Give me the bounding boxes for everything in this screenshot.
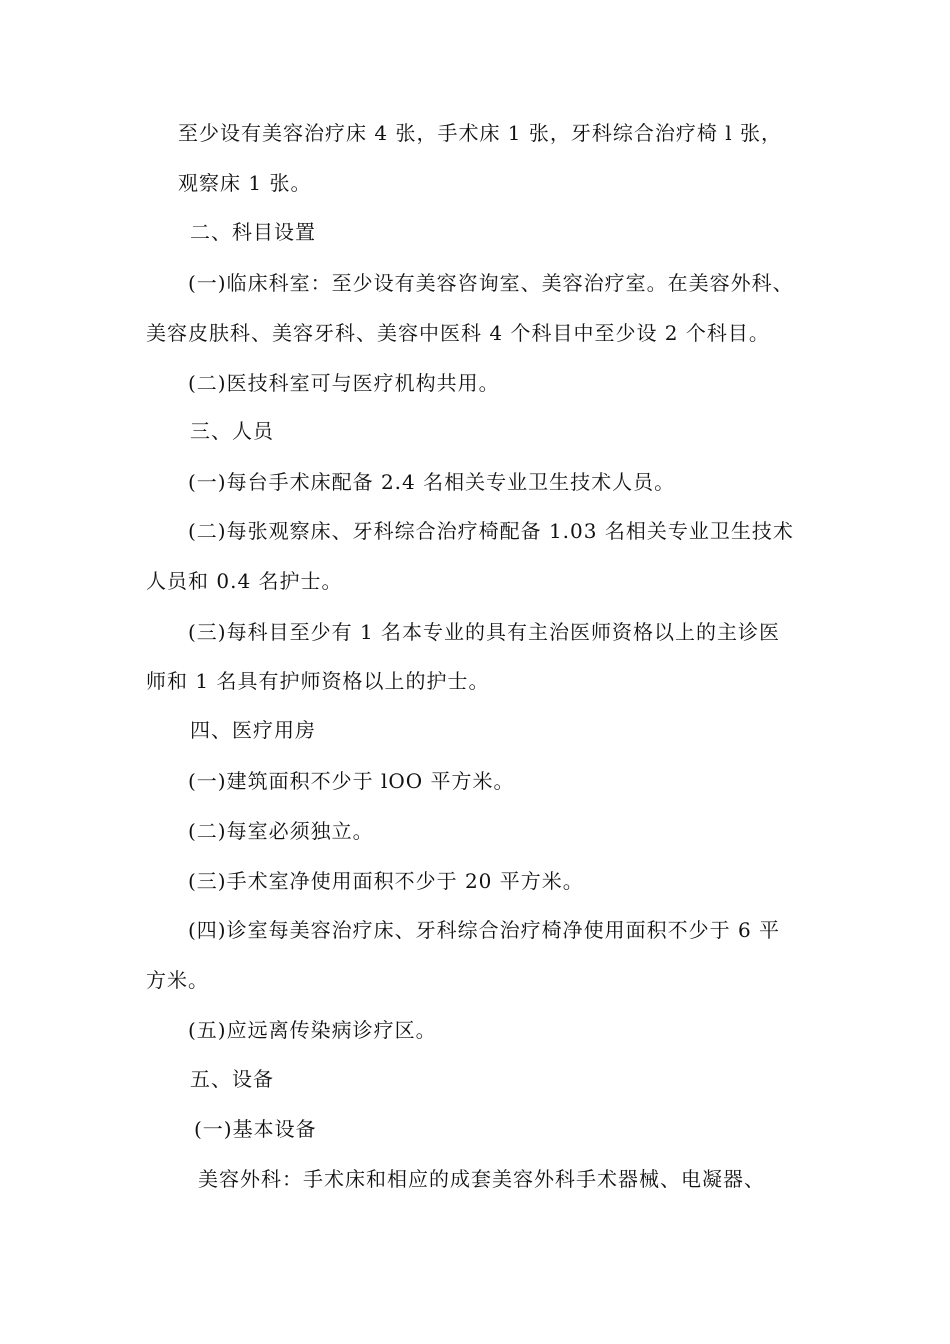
section-heading-2: 二、科目设置 [190, 220, 316, 244]
paragraph-line-11: (一)建筑面积不少于 lOO 平方米。 [188, 769, 515, 793]
paragraph-line-5: (二)医技科室可与医疗机构共用。 [188, 371, 500, 395]
section-heading-4: 四、医疗用房 [190, 718, 316, 742]
section-heading-3: 三、人员 [190, 419, 274, 443]
paragraph-line-10: 师和 1 名具有护师资格以上的护士。 [146, 669, 490, 693]
paragraph-line-15: 方米。 [146, 968, 209, 992]
paragraph-line-13: (三)手术室净使用面积不少于 20 平方米。 [188, 869, 584, 893]
paragraph-line-14: (四)诊室每美容治疗床、牙科综合治疗椅净使用面积不少于 6 平 [188, 918, 781, 942]
paragraph-line-17: (一)基本设备 [194, 1117, 317, 1141]
paragraph-line-9: (三)每科目至少有 1 名本专业的具有主治医师资格以上的主诊医 [188, 620, 781, 644]
paragraph-line-3: (一)临床科室：至少设有美容咨询室、美容治疗室。在美容外科、 [188, 271, 794, 295]
paragraph-line-18: 美容外科：手术床和相应的成套美容外科手术器械、电凝器、 [198, 1167, 765, 1191]
paragraph-line-12: (二)每室必须独立。 [188, 819, 374, 843]
section-heading-5: 五、设备 [190, 1067, 274, 1091]
paragraph-line-2: 观察床 1 张。 [178, 171, 312, 195]
paragraph-line-8: 人员和 0.4 名护士。 [146, 569, 343, 593]
paragraph-line-1: 至少设有美容治疗床 4 张，手术床 1 张，牙科综合治疗椅 l 张， [178, 121, 782, 145]
paragraph-line-16: (五)应远离传染病诊疗区。 [188, 1018, 437, 1042]
paragraph-line-4: 美容皮肤科、美容牙科、美容中医科 4 个科目中至少设 2 个科目。 [146, 321, 770, 345]
paragraph-line-6: (一)每台手术床配备 2.4 名相关专业卫生技术人员。 [188, 470, 676, 494]
paragraph-line-7: (二)每张观察床、牙科综合治疗椅配备 1.03 名相关专业卫生技术 [188, 519, 794, 543]
